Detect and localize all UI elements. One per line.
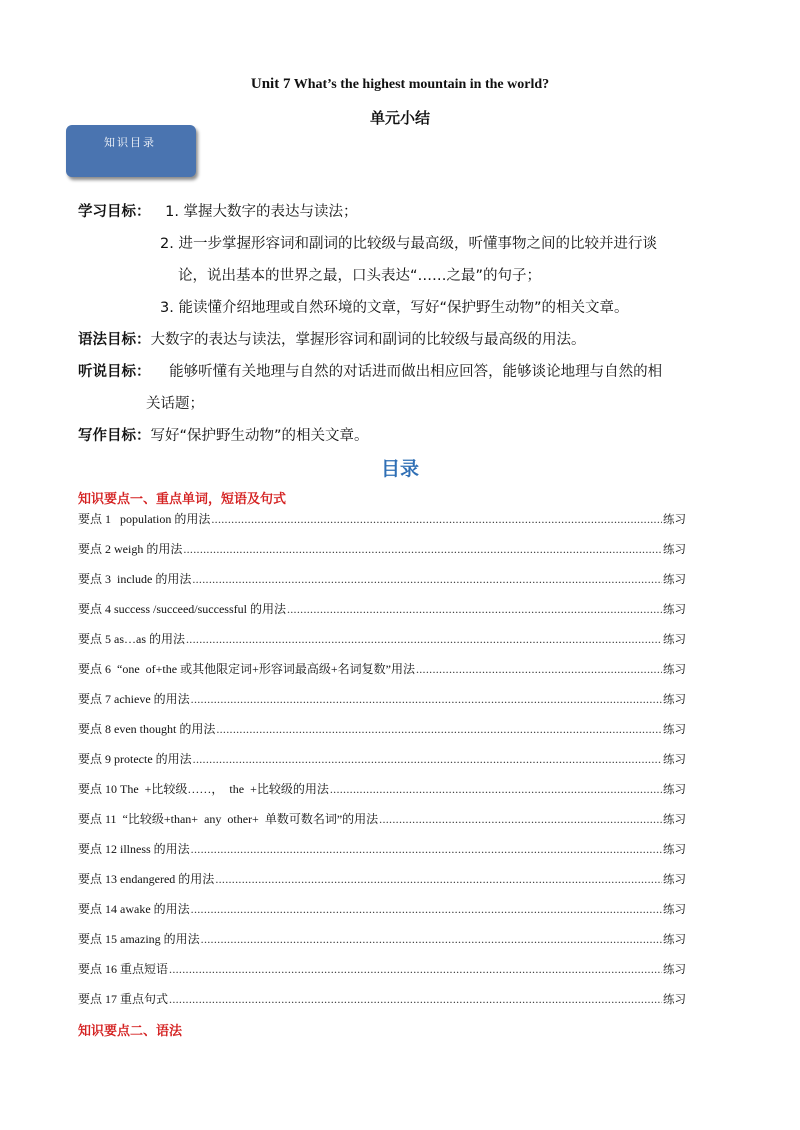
toc-entry-practice: 练习 (663, 782, 686, 796)
writing-objective-label: 写作目标： (78, 428, 151, 444)
toc-leader-dots (193, 750, 662, 768)
toc-entry-title: 要点 15 amazing 的用法 (78, 932, 200, 946)
toc-entry-title: 要点 16 重点短语 (78, 962, 169, 976)
toc-entry-title: 要点 12 illness 的用法 (78, 842, 190, 856)
listening-objective (78, 362, 662, 382)
toc-entry-title: 要点 6 “one of+the 或其他限定词+形容词最高级+名词复数”用法 (78, 662, 415, 676)
toc-leader-dots (186, 630, 662, 648)
toc-entry[interactable] (78, 690, 686, 720)
toc-entry[interactable] (78, 660, 686, 690)
toc-entry-practice: 练习 (663, 662, 686, 676)
page-subtitle: 单元小结 (369, 109, 430, 127)
contents-list (78, 510, 686, 1020)
toc-entry-practice: 练习 (663, 992, 686, 1006)
page-title (0, 76, 800, 93)
section-heading-2: 知识要点二、语法 (78, 1024, 183, 1039)
listening-objective-continued: 关话题； (146, 396, 204, 412)
listening-objective-label: 听说目标： (78, 364, 151, 380)
toc-entry-title: 要点 7 achieve 的用法 (78, 692, 190, 706)
toc-entry-title: 要点 14 awake 的用法 (78, 902, 190, 916)
grammar-objective-label: 语法目标： (78, 332, 151, 348)
section-heading-1: 知识要点一、重点单词，短语及句式 (78, 492, 287, 507)
toc-leader-dots (416, 660, 662, 678)
toc-entry-practice: 练习 (663, 542, 686, 556)
toc-entry[interactable] (78, 540, 686, 570)
writing-objective (78, 426, 369, 446)
toc-entry[interactable] (78, 630, 686, 660)
toc-leader-dots (191, 900, 662, 918)
unit-number: Unit 7 (250, 76, 291, 92)
toc-entry[interactable] (78, 900, 686, 930)
grammar-objective (78, 330, 586, 350)
toc-entry[interactable] (78, 810, 686, 840)
learning-objective-text: 1. 掌握大数字的表达与读法； (165, 204, 358, 220)
toc-leader-dots (211, 510, 662, 528)
toc-leader-dots (379, 810, 662, 828)
toc-entry-title: 要点 8 even thought 的用法 (78, 722, 216, 736)
learning-objective-label: 学习目标： (78, 204, 151, 220)
learning-objective-1 (78, 202, 358, 222)
toc-entry-title: 要点 5 as…as 的用法 (78, 632, 185, 646)
toc-entry-practice: 练习 (663, 962, 686, 976)
toc-entry-practice: 练习 (663, 872, 686, 886)
toc-entry-practice: 练习 (663, 902, 686, 916)
toc-entry[interactable] (78, 960, 686, 990)
toc-entry-practice: 练习 (663, 632, 686, 646)
learning-objective-2: 2. 进一步掌握形容词和副词的比较级与最高级，听懂事物之间的比较并进行谈 (160, 236, 657, 252)
learning-objective-3: 3. 能读懂介绍地理或自然环境的文章，写好“保护野生动物”的相关文章。 (160, 300, 629, 316)
grammar-objective-text: 大数字的表达与读法，掌握形容词和副词的比较级与最高级的用法。 (150, 332, 586, 348)
toc-entry[interactable] (78, 570, 686, 600)
toc-entry-practice: 练习 (663, 572, 686, 586)
toc-entry-title: 要点 3 include 的用法 (78, 572, 192, 586)
toc-entry[interactable] (78, 750, 686, 780)
toc-leader-dots (287, 600, 662, 618)
toc-leader-dots (191, 690, 662, 708)
toc-entry-title: 要点 4 success /succeed/successful 的用法 (78, 602, 286, 616)
toc-entry-title: 要点 11 “比较级+than+ any other+ 单数可数名词”的用法 (78, 812, 379, 826)
toc-entry[interactable] (78, 600, 686, 630)
toc-leader-dots (216, 720, 662, 738)
toc-leader-dots (215, 870, 662, 888)
contents-heading: 目录 (380, 458, 419, 480)
toc-leader-dots (201, 930, 662, 948)
toc-entry[interactable] (78, 930, 686, 960)
toc-entry-title: 要点 17 重点句式 (78, 992, 169, 1006)
toc-entry[interactable] (78, 510, 686, 540)
toc-entry[interactable] (78, 870, 686, 900)
toc-entry[interactable] (78, 720, 686, 750)
toc-link-button[interactable] (66, 125, 196, 177)
learning-objective-2-continued: 论，说出基本的世界之最，口头表达“……之最”的句子； (178, 268, 542, 284)
toc-entry[interactable] (78, 780, 686, 810)
writing-objective-text: 写好“保护野生动物”的相关文章。 (150, 428, 369, 444)
toc-entry-title: 要点 13 endangered 的用法 (78, 872, 215, 886)
toc-entry-practice: 练习 (663, 692, 686, 706)
toc-leader-dots (192, 570, 662, 588)
toc-entry-title: 要点 1 population 的用法 (78, 512, 211, 526)
toc-leader-dots (169, 990, 662, 1008)
toc-entry-title: 要点 10 The +比较级……， the +比较级的用法 (78, 782, 329, 796)
toc-entry-title: 要点 2 weigh 的用法 (78, 542, 183, 556)
toc-leader-dots (330, 780, 662, 798)
toc-entry-practice: 练习 (663, 512, 686, 526)
toc-leader-dots (183, 540, 662, 558)
toc-entry-practice: 练习 (663, 812, 686, 826)
toc-link-label: 知识目录 (104, 136, 156, 149)
toc-entry-practice: 练习 (663, 602, 686, 616)
toc-entry-practice: 练习 (663, 722, 686, 736)
toc-entry-practice: 练习 (663, 932, 686, 946)
toc-leader-dots (169, 960, 662, 978)
toc-entry-practice: 练习 (663, 842, 686, 856)
toc-entry-title: 要点 9 protecte 的用法 (78, 752, 192, 766)
toc-entry[interactable] (78, 840, 686, 870)
listening-objective-text: 能够听懂有关地理与自然的对话进而做出相应回答，能够谈论地理与自然的相 (169, 364, 663, 380)
unit-title: What’s the highest mountain in the world? (293, 77, 550, 92)
toc-entry-practice: 练习 (663, 752, 686, 766)
toc-entry[interactable] (78, 990, 686, 1020)
toc-leader-dots (191, 840, 662, 858)
